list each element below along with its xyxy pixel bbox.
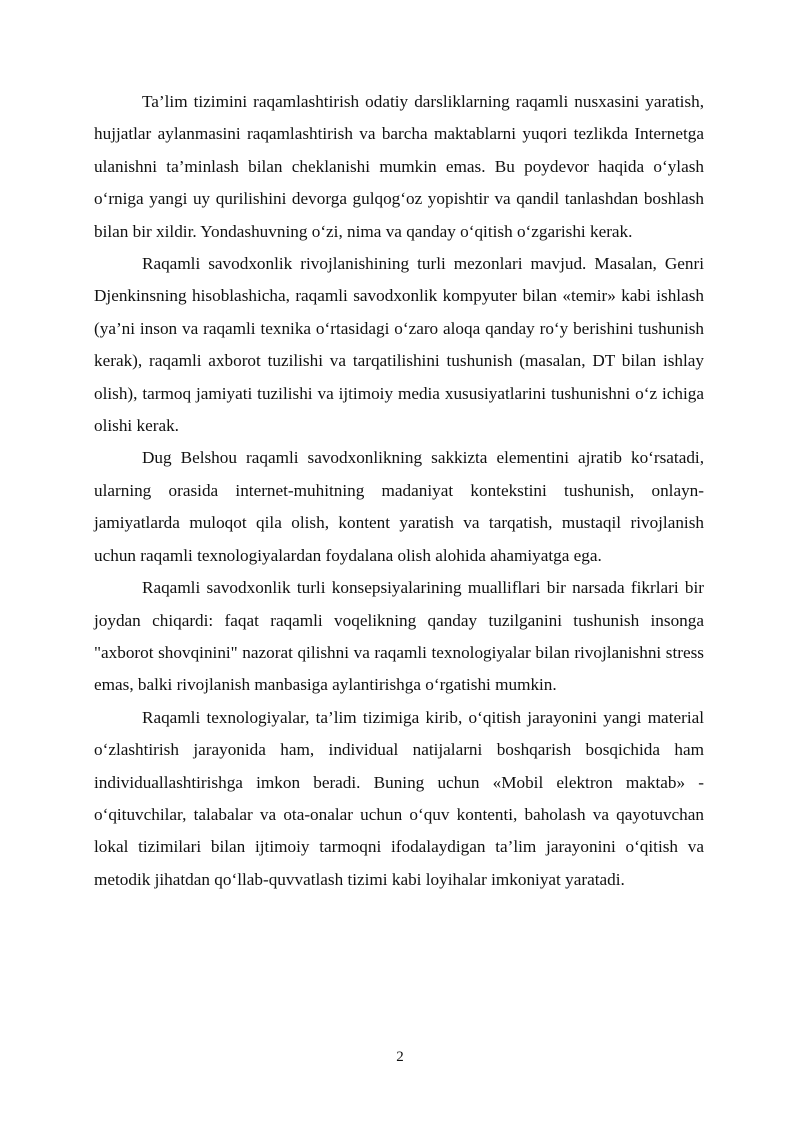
paragraph: Ta’lim tizimini raqamlashtirish odatiy darsliklarning raqamli nusxasini yaratish, hujjatlar aylanmasini raqamlashtirish va barcha maktablarni yuqori tezlikda Internetga ulanishni ta’minlash bilan cheklanishi mumkin emas. Bu poydevor haqida o‘ylash o‘rniga yangi uy qurilishini devorga gulqog‘oz yopishtir va qandil tanlashdan boshlash bilan bir xildir. Yondashuvning o‘zi, nima va qanday o‘qitish o‘zgarishi kerak. xyxy=(94,92,704,241)
paragraph: Dug Belshou raqamli savodxonlikning sakkizta elementini ajratib ko‘rsatadi, ularning orasida internet-muhitning madaniyat kontekstini tushunish, onlayn-jamiyatlarda muloqot qila olish, kontent yaratish va tarqatish, mustaqil rivojlanish uchun raqamli texnologiyalardan foydalana olish alohida ahamiyatga ega. xyxy=(94,448,704,565)
document-body xyxy=(94,86,704,896)
page-number: 2 xyxy=(396,1049,404,1065)
paragraph: Raqamli texnologiyalar, ta’lim tizimiga kirib, o‘qitish jarayonini yangi material o‘zlashtirish jarayonida ham, individual natijalarni boshqarish bosqichida ham individuallashtirishga imkon beradi. Buning uchun «Mobil elektron maktab» - o‘qituvchilar, talabalar va ota-onalar uchun o‘quv kontenti, baholash va qayotuvchan lokal tizimilari bilan ijtimoiy tarmoqni ifodalaydigan ta’lim jarayonini o‘qitish va metodik jihatdan qo‘llab-quvvatlash tizimi kabi loyihalar imkoniyat yaratadi. xyxy=(94,707,704,889)
paragraph: Raqamli savodxonlik rivojlanishining turli mezonlari mavjud. Masalan, Genri Djenkinsning hisoblashicha, raqamli savodxonlik kompyuter bilan «temir» kabi ishlash (ya’ni inson va raqamli texnika o‘rtasidagi o‘zaro aloqa qanday ro‘y berishini tushunish kerak), raqamli axborot tuzilishi va tarqatilishini tushunish (masalan, DT bilan ishlay olish), tarmoq jamiyati tuzilishi va ijtimoiy media xususiyatlarini tushunishni o‘z ichiga olishi kerak. xyxy=(94,254,704,436)
paragraph: Raqamli savodxonlik turli konsepsiyalarining mualliflari bir narsada fikrlari bir joydan chiqardi: faqat raqamli voqelikning qanday tuzilganini tushunish insonga "axborot shovqinini" nazorat qilishni va raqamli texnologiyalar bilan rivojlanishni stress emas, balki rivojlanish manbasiga aylantirishga o‘rgatishi mumkin. xyxy=(94,578,704,695)
